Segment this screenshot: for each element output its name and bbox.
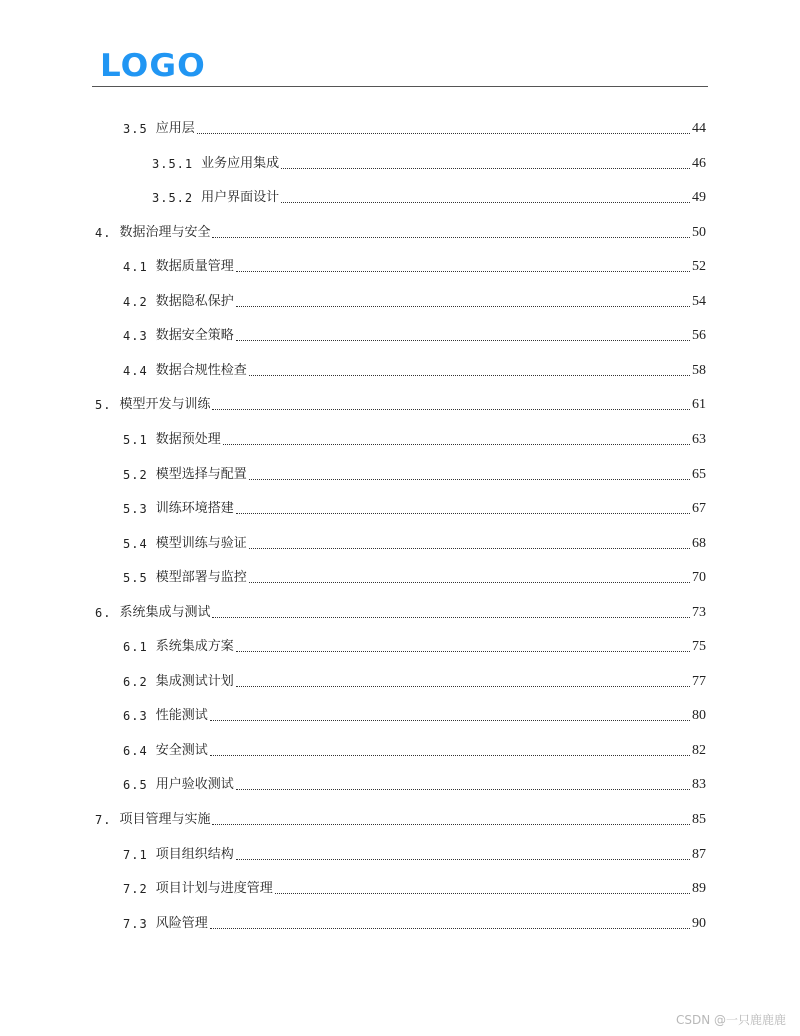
toc-entry-title: 系统集成与测试 [119,604,211,620]
toc-entry[interactable] [123,739,706,759]
toc-entry-title: 数据预处理 [155,431,221,447]
toc-entry-page: 54 [692,293,706,309]
watermark: CSDN @一只鹿鹿鹿 [675,1013,786,1027]
toc-entry-number: 3.5.2 [152,191,194,206]
toc-entry-title: 项目管理与实施 [119,812,211,827]
toc-entry-number: 5.4 [123,536,148,551]
toc-entry[interactable] [123,566,706,586]
toc-entry-title: 项目组织结构 [155,846,234,862]
toc-entry-page: 61 [692,397,706,413]
toc-entry-title: 风险管理 [155,915,208,931]
toc-entry-number: 4.2 [123,294,148,309]
toc-entry[interactable] [123,324,706,344]
header-divider [92,86,708,87]
toc-entry-number: 6. [95,605,112,620]
toc-entry-title: 数据安全策略 [155,328,234,344]
toc-entry-page: 80 [692,708,706,724]
toc-entry-page: 49 [692,190,706,206]
toc-entry-number: 5. [95,398,112,413]
toc-entry[interactable] [123,704,706,724]
toc-entry-number: 5.3 [123,502,148,517]
toc-entry-number: 4.1 [123,260,148,275]
toc-dot-leader [223,444,690,445]
toc-entry[interactable] [123,670,706,690]
toc-entry-title: 模型选择与配置 [155,466,247,482]
toc-entry[interactable] [123,255,706,275]
toc-entry[interactable] [152,186,706,206]
toc-entry-title: 训练环境搭建 [155,501,234,517]
toc-entry-title: 用户验收测试 [155,777,234,793]
toc-entry-number: 6.5 [123,778,148,793]
toc-dot-leader [249,479,690,480]
toc-entry[interactable] [95,221,706,241]
toc-entry-number: 5.2 [123,467,148,482]
toc-entry-page: 46 [692,155,706,171]
toc-dot-leader [236,651,690,652]
toc-entry-title: 数据合规性检查 [155,362,247,378]
toc-entry[interactable] [123,635,706,655]
toc-entry-page: 70 [692,570,706,586]
toc-entry-page: 65 [692,466,706,482]
toc-entry-page: 73 [692,604,706,620]
toc-entry[interactable] [123,359,706,379]
toc-dot-leader [210,755,690,756]
toc-dot-leader [236,686,690,687]
toc-entry-number: 6.2 [123,674,148,689]
toc-entry[interactable] [123,497,706,517]
toc-entry-title: 性能测试 [155,708,208,724]
toc-entry[interactable] [152,152,706,172]
toc-dot-leader [236,271,690,272]
toc-dot-leader [249,548,690,549]
toc-entry[interactable] [123,117,706,137]
toc-entry-number: 4.4 [123,363,148,378]
toc-entry-title: 数据治理与安全 [119,224,211,240]
toc-dot-leader [236,340,690,341]
toc-entry-title: 模型开发与训练 [119,397,211,413]
toc-entry[interactable] [95,808,706,828]
toc-entry-page: 89 [692,881,706,897]
toc-dot-leader [212,824,690,825]
toc-entry-title: 安全测试 [155,742,208,758]
toc-entry[interactable] [123,773,706,793]
toc-entry-page: 50 [692,224,706,240]
toc-entry-number: 4.3 [123,329,148,344]
toc-entry-page: 56 [692,328,706,344]
toc-dot-leader [210,720,690,721]
toc-entry[interactable] [123,843,706,863]
toc-entry[interactable] [95,393,706,413]
toc-entry-page: 87 [692,846,706,862]
toc-entry-page: 82 [692,742,706,758]
toc-entry-page: 44 [692,121,706,136]
toc-entry-page: 90 [692,915,706,931]
toc-entry-page: 67 [692,501,706,517]
toc-entry[interactable] [123,463,706,483]
toc-entry-page: 52 [692,259,706,275]
toc-entry-number: 7. [95,813,112,827]
toc-entry-number: 6.3 [123,709,148,724]
toc-dot-leader [275,893,690,894]
toc-entry[interactable] [123,290,706,310]
toc-entry-page: 68 [692,535,706,551]
toc-entry-number: 4. [95,225,112,240]
toc-dot-leader [212,409,690,410]
toc-entry-page: 77 [692,673,706,689]
toc-entry-page: 58 [692,362,706,378]
toc-dot-leader [236,859,690,860]
toc-entry[interactable] [123,428,706,448]
toc-dot-leader [249,375,690,376]
toc-dot-leader [249,582,690,583]
toc-entry-page: 75 [692,639,706,655]
logo: LOGO [100,48,206,84]
toc-entry-title: 项目计划与进度管理 [155,881,273,897]
toc-entry-title: 业务应用集成 [201,155,280,171]
toc-entry-number: 7.3 [123,916,148,931]
toc-dot-leader [212,617,690,618]
toc-entry-page: 83 [692,777,706,793]
toc-entry-number: 5.1 [123,432,148,447]
toc-entry-number: 3.5 [123,122,148,136]
toc-entry-title: 数据隐私保护 [155,293,234,309]
toc-dot-leader [281,168,690,169]
toc-entry-number: 5.5 [123,571,148,586]
toc-entry[interactable] [123,912,706,932]
toc-entry-title: 应用层 [155,121,195,136]
toc-dot-leader [236,306,690,307]
toc-dot-leader [236,789,690,790]
toc-entry-number: 6.1 [123,640,148,655]
toc-entry[interactable] [123,532,706,552]
toc-entry[interactable] [123,877,706,897]
toc-entry-number: 6.4 [123,743,148,758]
toc-entry-title: 模型部署与监控 [155,570,247,586]
toc-dot-leader [281,202,690,203]
toc-entry-number: 7.2 [123,882,148,897]
toc-entry-title: 模型训练与验证 [155,535,247,551]
toc-entry-title: 集成测试计划 [155,673,234,689]
toc-entry-title: 数据质量管理 [155,259,234,275]
toc-dot-leader [236,513,690,514]
toc-entry-title: 用户界面设计 [201,190,280,206]
toc-dot-leader [210,928,690,929]
toc-entry[interactable] [95,601,706,621]
toc-entry-number: 3.5.1 [152,156,194,171]
toc-dot-leader [197,133,690,134]
toc-entry-page: 63 [692,431,706,447]
toc-entry-title: 系统集成方案 [155,639,234,655]
toc-entry-number: 7.1 [123,847,148,862]
toc-dot-leader [212,237,690,238]
toc-entry-page: 85 [692,812,706,827]
